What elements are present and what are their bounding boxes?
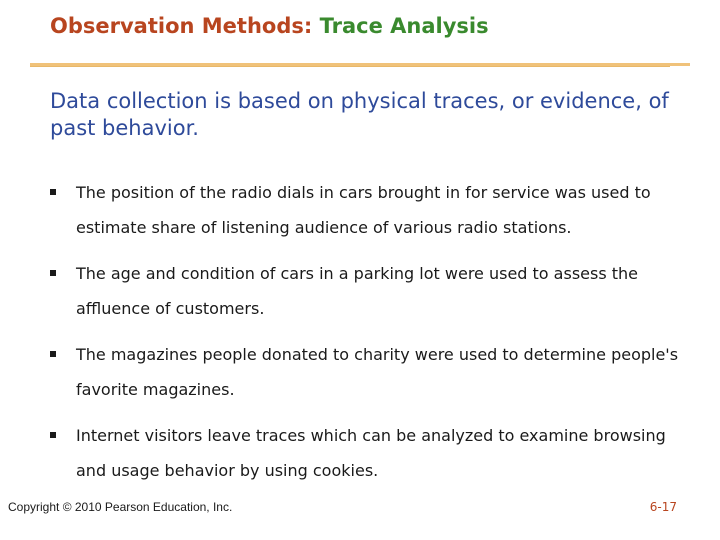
bullet-text: The age and condition of cars in a parking lot were used to assess the affluence of customers. [76, 264, 639, 318]
copyright-footer: Copyright © 2010 Pearson Education, Inc. [8, 500, 233, 514]
bullet-item [50, 337, 690, 407]
title-prefix: Observation Methods: [50, 14, 313, 38]
bullet-list [50, 175, 690, 499]
bullet-text: The magazines people donated to charity were used to determine people's favorite magazines. [76, 345, 679, 399]
square-bullet-icon [50, 351, 56, 357]
square-bullet-icon [50, 270, 56, 276]
bullet-item [50, 175, 690, 245]
page-number: 6-17 [649, 500, 677, 514]
title-highlight: Trace Analysis [319, 14, 489, 38]
bullet-text: The position of the radio dials in cars brought in for service was used to estimate share of listening audience of various radio stations. [76, 183, 651, 237]
square-bullet-icon [50, 432, 56, 438]
title-divider-underline [30, 66, 670, 67]
lead-text: Data collection is based on physical traces, or evidence, of past behavior. [50, 89, 669, 140]
slide-title [50, 14, 489, 38]
square-bullet-icon [50, 189, 56, 195]
bullet-item [50, 418, 690, 488]
bullet-text: Internet visitors leave traces which can be analyzed to examine browsing and usage behavior by using cookies. [76, 426, 666, 480]
bullet-item [50, 256, 690, 326]
